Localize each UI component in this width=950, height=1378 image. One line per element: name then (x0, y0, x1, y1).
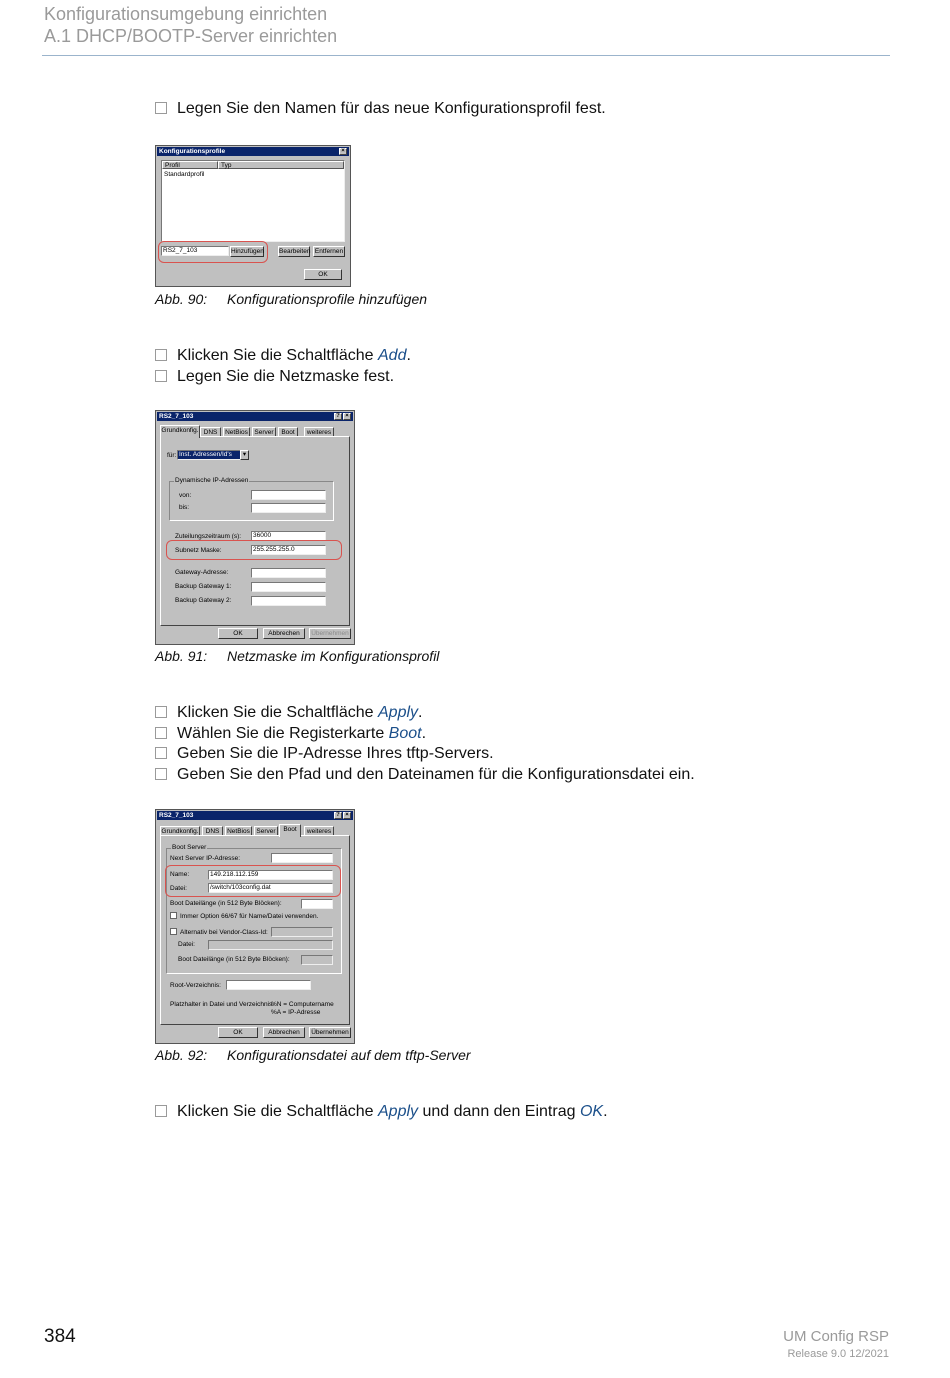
root-dir-label: Root-Verzeichnis: (170, 982, 221, 989)
checkbox-icon (155, 1105, 167, 1117)
tab-basic[interactable]: Grundkonfig. (160, 425, 200, 438)
tab-more[interactable]: weiteres (304, 427, 334, 437)
release-info: Release 9.0 12/2021 (787, 1348, 889, 1360)
gateway-input[interactable] (251, 568, 326, 578)
highlight-frame (158, 241, 268, 263)
tab-boot[interactable]: Boot (279, 824, 301, 837)
step-item: Geben Sie den Pfad und den Dateinamen für die Konfigurationsdatei ein. (155, 766, 695, 784)
close-icon[interactable]: × (343, 812, 351, 819)
checkbox-icon (155, 349, 167, 361)
file2-input[interactable] (208, 940, 333, 950)
checkbox-icon (155, 727, 167, 739)
boot-size2-label: Boot Dateilänge (in 512 Byte Blöcken): (178, 956, 290, 963)
step-item: Geben Sie die IP-Adresse Ihres tftp-Servers. (155, 745, 494, 763)
lease-label: Zuteilungszeitraum (s): (175, 533, 242, 540)
subnet-mask-label: Subnetz Maske: (175, 547, 222, 554)
highlight-frame (166, 540, 342, 560)
figure-caption: Abb. 92: Konfigurationsdatei auf dem tftp-Server (155, 1047, 471, 1063)
profile-name-input[interactable]: RS2_7_103 (161, 246, 229, 256)
checkbox-icon (155, 370, 167, 382)
checkbox-icon (155, 102, 167, 114)
placeholder-ip: %A = IP-Adresse (271, 1009, 321, 1016)
checkbox-icon (155, 768, 167, 780)
tab-dns[interactable]: DNS (202, 826, 223, 836)
document-title: UM Config RSP (783, 1328, 889, 1345)
apply-button[interactable]: Übernehmen (309, 1027, 351, 1038)
close-icon[interactable]: × (339, 148, 347, 155)
help-icon[interactable]: ? (334, 413, 342, 420)
next-server-label: Next Server IP-Adresse: (170, 855, 241, 862)
subnet-mask-input[interactable]: 255.255.255.0 (251, 545, 326, 555)
boot-server-group: Boot Server (166, 848, 342, 974)
vendor-class-label: Alternativ bei Vendor-Class-Id: (180, 929, 268, 936)
edit-button[interactable]: Bearbeiten (279, 248, 311, 255)
chevron-down-icon[interactable]: ▾ (240, 450, 249, 460)
backup-gateway-2-label: Backup Gateway 2: (175, 597, 232, 604)
dialog-titlebar: RS2_7_103 ? × (157, 412, 353, 421)
option-66-67-label: Immer Option 66/67 für Name/Datei verwenden. (180, 913, 319, 920)
header-rule (42, 55, 890, 56)
step-item: Legen Sie die Netzmaske fest. (155, 368, 394, 386)
server-name-input[interactable]: 149.218.112.159 (208, 870, 333, 880)
vendor-class-checkbox[interactable] (170, 928, 177, 935)
tab-basic[interactable]: Grundkonfig. (161, 828, 199, 835)
figure-caption: Abb. 90: Konfigurationsprofile hinzufügen (155, 291, 428, 307)
highlight-frame (165, 865, 341, 897)
for-label: für: (167, 452, 177, 459)
option-66-67-checkbox[interactable] (170, 912, 177, 919)
lease-input[interactable]: 36000 (251, 531, 326, 541)
step-item: Klicken Sie die Schaltfläche Apply und dann den Eintrag OK. (155, 1103, 608, 1121)
placeholder-label: Platzhalter in Datei und Verzeichnis: (170, 1001, 275, 1008)
dialog-boot-config (155, 809, 355, 1044)
boot-size2-input[interactable] (301, 955, 333, 965)
dialog-titlebar: RS2_7_103 ? × (157, 811, 353, 820)
dialog-titlebar: Konfigurationsprofile × (157, 147, 349, 156)
file-label: Datei: (170, 885, 187, 892)
column-header-profile[interactable]: Profil (162, 161, 218, 169)
boot-size-label: Boot Dateilänge (in 512 Byte Blöcken): (170, 900, 282, 907)
to-input[interactable] (251, 503, 326, 513)
file-input[interactable]: /switch/103config.dat (208, 883, 333, 893)
tab-netbios[interactable]: NetBios (223, 427, 250, 437)
step-item: Klicken Sie die Schaltfläche Add. (155, 347, 411, 365)
backup-gateway-2-input[interactable] (251, 596, 326, 606)
dynamic-ip-group: Dynamische IP-Adressen (169, 481, 334, 521)
placeholder-computername: %N = Computername (271, 1001, 334, 1008)
root-dir-input[interactable] (226, 980, 311, 990)
step-item: Legen Sie den Namen für das neue Konfigurationsprofil fest. (155, 100, 606, 118)
vendor-class-input[interactable] (271, 927, 333, 937)
page-number: 384 (44, 1326, 76, 1347)
gateway-label: Gateway-Adresse: (175, 569, 229, 576)
ok-button[interactable]: OK (304, 269, 342, 280)
tab-server[interactable]: Server (254, 826, 278, 836)
tab-boot[interactable]: Boot (278, 427, 298, 437)
ok-button[interactable]: OK (218, 628, 258, 639)
running-header-section: A.1 DHCP/BOOTP-Server einrichten (44, 26, 338, 46)
add-button[interactable]: Hinzufügen (231, 248, 264, 255)
from-input[interactable] (251, 490, 326, 500)
backup-gateway-1-input[interactable] (251, 582, 326, 592)
running-header-chapter: Konfigurationsumgebung einrichten (44, 4, 328, 24)
backup-gateway-1-label: Backup Gateway 1: (175, 583, 232, 590)
list-item[interactable]: Standardprofil (164, 171, 205, 178)
close-icon[interactable]: × (343, 413, 351, 420)
next-server-input[interactable] (271, 853, 333, 863)
remove-button[interactable]: Entfernen (314, 248, 344, 255)
help-icon[interactable]: ? (334, 812, 342, 819)
server-name-label: Name: (170, 871, 190, 878)
tab-dns[interactable]: DNS (200, 427, 221, 437)
checkbox-icon (155, 747, 167, 759)
tab-netbios[interactable]: NetBios (225, 826, 252, 836)
step-item: Klicken Sie die Schaltfläche Apply. (155, 704, 422, 722)
cancel-button[interactable]: Abbrechen (263, 1027, 305, 1038)
boot-size-input[interactable] (301, 899, 333, 909)
figure-caption: Abb. 91: Netzmaske im Konfigurationsprofil (155, 648, 440, 664)
apply-button[interactable]: Übernehmen (309, 628, 351, 639)
cancel-button[interactable]: Abbrechen (263, 628, 305, 639)
for-select[interactable]: Inst. Adressen/Id's (177, 450, 249, 460)
column-header-type[interactable]: Typ (218, 161, 344, 169)
step-item: Wählen Sie die Registerkarte Boot. (155, 725, 426, 743)
profile-list[interactable] (161, 160, 345, 242)
dialog-basic-config (155, 410, 355, 645)
from-label: von: (179, 492, 192, 499)
tab-server[interactable]: Server (252, 427, 276, 437)
tab-more[interactable]: weiteres (304, 826, 334, 836)
dialog-config-profiles (155, 145, 351, 287)
checkbox-icon (155, 706, 167, 718)
file2-label: Datei: (178, 941, 195, 948)
ok-button[interactable]: OK (218, 1027, 258, 1038)
to-label: bis: (179, 504, 190, 511)
